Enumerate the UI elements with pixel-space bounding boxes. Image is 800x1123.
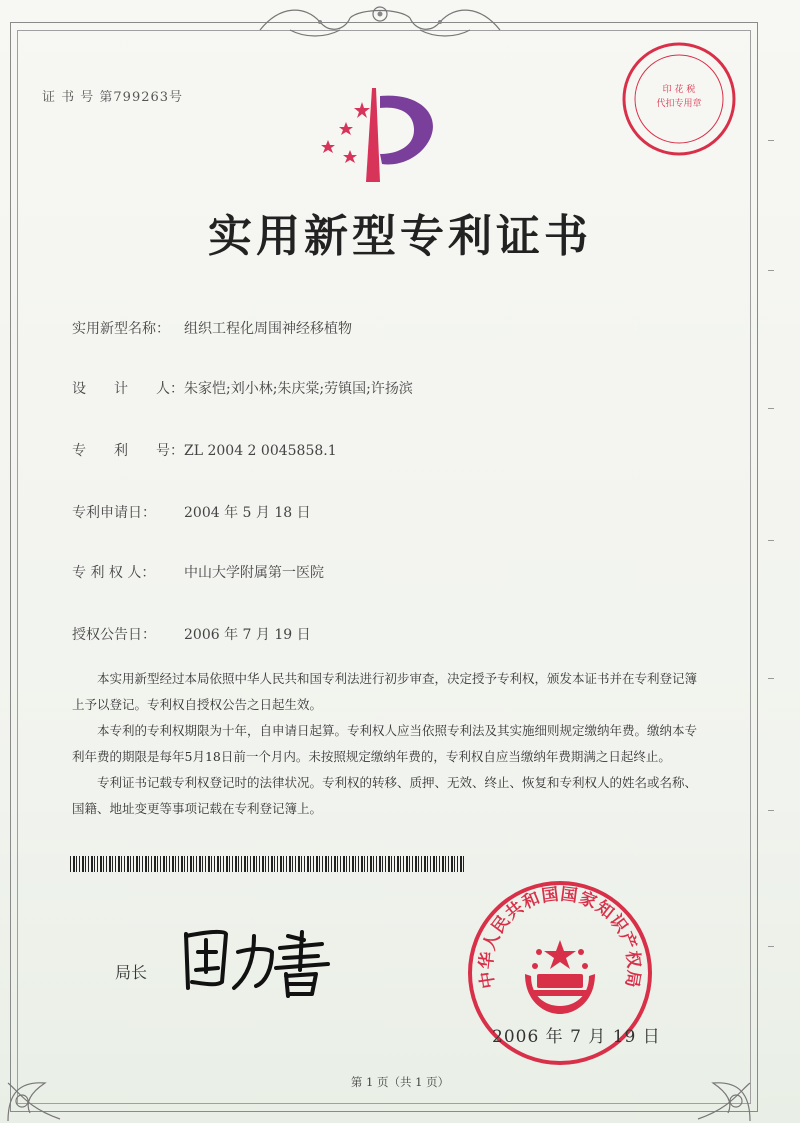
director-signature (176, 922, 346, 1002)
field-value: 朱家恺;刘小林;朱庆棠;劳镇国;许扬滨 (184, 381, 413, 397)
edge-tick (768, 540, 774, 541)
tax-seal-icon (620, 40, 738, 158)
certificate-title: 实用新型专利证书 (208, 211, 592, 262)
barcode (70, 856, 465, 872)
field-value: 2006 年 7 月 19 日 (184, 627, 311, 643)
field-designers (72, 378, 413, 398)
field-value: 中山大学附属第一医院 (184, 565, 324, 581)
field-label: 专 利 号： (72, 443, 184, 459)
patent-office-emblem-icon (316, 82, 456, 192)
field-label: 专 利 权 人： (72, 565, 156, 581)
top-ornament-icon (250, 0, 510, 42)
body-paragraph: 专利证书记载专利权登记时的法律状况。专利权的转移、质押、无效、终止、恢复和专利权人的姓名或名称、国籍、地址变更等事项记载在专利登记簿上。 (72, 775, 698, 816)
body-paragraph: 本实用新型经过本局依照中华人民共和国专利法进行初步审查，决定授予专利权，颁发本证书并在专利登记簿上予以登记。专利权自授权公告之日起生效。 (72, 671, 698, 712)
field-value: 2004 年 5 月 18 日 (184, 505, 311, 521)
field-label: 授权公告日： (72, 627, 156, 643)
svg-text:印 花 税: 印 花 税 (662, 85, 696, 95)
field-application-date (72, 502, 311, 522)
edge-tick (768, 810, 774, 811)
certificate-number: 证 书 号 第799263号 (42, 90, 184, 105)
field-patent-number (72, 440, 337, 460)
svg-text:中华人民共和国国家知识产权局: 中华人民共和国国家知识产权局 (476, 884, 644, 990)
field-utility-model-name (72, 318, 352, 338)
issue-date: 2006 年 7 月 19 日 (492, 1027, 661, 1047)
svg-text:代扣专用章: 代扣专用章 (656, 99, 702, 109)
edge-tick (768, 140, 774, 141)
field-label: 实用新型名称： (72, 321, 170, 337)
field-value: ZL 2004 2 0045858.1 (184, 443, 337, 459)
edge-tick (768, 678, 774, 679)
field-value: 组织工程化周围神经移植物 (184, 321, 352, 337)
director-label: 局长 (115, 963, 148, 982)
field-publication-date (72, 624, 311, 644)
field-patentee (72, 562, 324, 582)
edge-tick (768, 408, 774, 409)
field-label: 设 计 人： (72, 381, 184, 397)
edge-tick (768, 946, 774, 947)
field-label: 专利申请日： (72, 505, 156, 521)
edge-tick (768, 270, 774, 271)
body-paragraph: 本专利的专利权期限为十年，自申请日起算。专利权人应当依照专利法及其实施细则规定缴纳年费。缴纳本专利年费的期限是每年5月18日前一个月内。未按照规定缴纳年费的，专利权自应当缴纳年费期满之日起终止。 (72, 723, 698, 764)
page-number: 第 1 页（共 1 页） (350, 1075, 450, 1089)
certificate-body (72, 666, 702, 822)
